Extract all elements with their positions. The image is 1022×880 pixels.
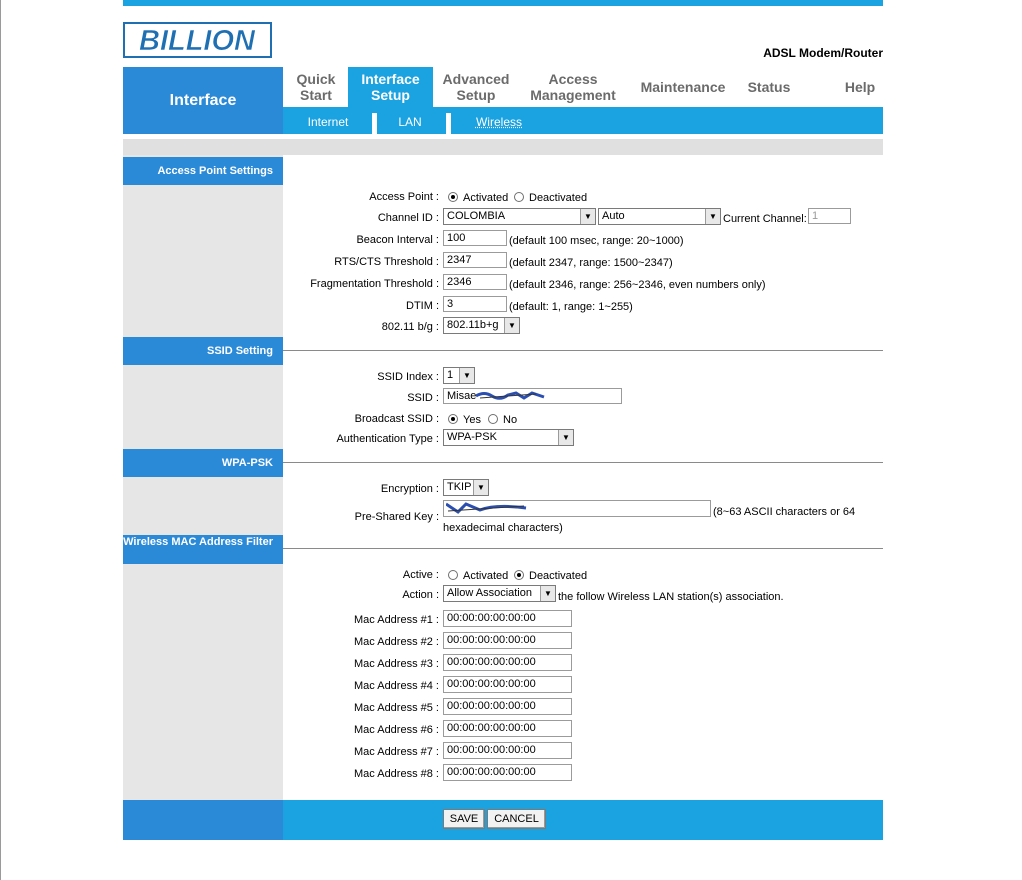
beacon-interval-label: Beacon Interval : [356,234,439,246]
chevron-down-icon: ▼ [459,368,474,383]
broadcast-ssid-label: Broadcast SSID : [354,413,439,425]
encryption-label: Encryption : [380,483,439,495]
menu-help[interactable] [836,67,884,107]
mac-filter-deactivated-radio[interactable] [514,570,524,580]
mac-address-label: Mac Address #7 : [354,746,439,758]
mac-address-label: Mac Address #3 : [354,658,439,670]
access-point-activated-radio[interactable] [448,192,458,202]
submenu-wireless[interactable]: Wireless [475,115,522,129]
ssid-index-value: 1 [447,369,454,381]
fragmentation-threshold-input[interactable]: 2346 [443,274,507,290]
rts-threshold-hint: (default 2347, range: 1500~2347) [509,257,673,269]
redacted-ssid-scribble [476,390,546,402]
section-access-point: Access Point Settings [123,157,283,185]
mac-address-input[interactable]: 00:00:00:00:00:00 [443,764,572,781]
channel-country-value: COLOMBIA [447,210,506,222]
access-point-label: Access Point : [369,191,439,203]
menu-interface-setup[interactable] [348,67,433,107]
access-point-activated-label: Activated [463,192,509,204]
current-channel-label: Current Channel: [723,213,807,225]
save-button[interactable]: SAVE [443,809,485,829]
beacon-interval-hint: (default 100 msec, range: 20~1000) [509,235,684,247]
mac-address-input[interactable]: 00:00:00:00:00:00 [443,676,572,693]
access-point-deactivated-radio[interactable] [514,192,524,202]
mac-filter-action-hint: the follow Wireless LAN station(s) association. [558,591,784,603]
logo-text: BILLION [139,25,255,57]
mac-address-input[interactable]: 00:00:00:00:00:00 [443,610,572,627]
mac-address-input[interactable]: 00:00:00:00:00:00 [443,632,572,649]
section-divider [283,548,883,549]
section-wpa-psk: WPA-PSK [123,449,283,477]
mac-address-label: Mac Address #4 : [354,680,439,692]
dtim-label: DTIM : [406,300,439,312]
footer-bar [283,800,883,840]
menu-access-management[interactable] [528,67,618,107]
section-divider [283,462,883,463]
mac-filter-active-label: Active : [402,569,439,581]
ssid-label: SSID : [407,392,439,404]
chevron-down-icon: ▼ [540,586,555,601]
chevron-down-icon: ▼ [473,480,488,495]
menu-maintenance[interactable] [636,67,730,107]
mac-filter-activated-label: Activated [463,570,509,582]
fragmentation-threshold-label: Fragmentation Threshold : [310,278,439,290]
section-ssid: SSID Setting [123,337,283,365]
section-title-label: Interface [169,91,237,109]
broadcast-yes-radio[interactable] [448,414,458,424]
menu-maintenance-label: Maintenance [640,79,726,95]
chevron-down-icon: ▼ [580,209,595,224]
broadcast-no-label: No [503,414,518,426]
channel-id-label: Channel ID : [377,212,439,224]
dtim-input[interactable]: 3 [443,296,507,312]
submenu-separator [372,113,377,134]
submenu-lan[interactable]: LAN [398,115,422,129]
chevron-down-icon: ▼ [705,209,720,224]
mac-address-label: Mac Address #6 : [354,724,439,736]
chevron-down-icon: ▼ [504,318,519,333]
mac-address-input[interactable]: 00:00:00:00:00:00 [443,720,572,737]
broadcast-no-radio[interactable] [488,414,498,424]
channel-select[interactable] [598,208,721,225]
mac-filter-activated-radio[interactable] [448,570,458,580]
billion-logo [123,22,273,58]
ssid-value: Misae [447,390,477,402]
mac-address-label: Mac Address #1 : [354,614,439,626]
wireless-mode-select[interactable] [443,317,520,334]
submenu-internet[interactable]: Internet [307,115,349,129]
mac-address-input[interactable]: 00:00:00:00:00:00 [443,654,572,671]
section-mac-filter: Wireless MAC Address Filter [123,535,283,564]
mac-address-label: Mac Address #2 : [354,636,439,648]
channel-country-select[interactable] [443,208,596,225]
ssid-index-label: SSID Index : [377,371,439,383]
ssid-index-select[interactable] [443,367,475,384]
mac-filter-action-value: Allow Association [447,587,532,599]
encryption-select[interactable] [443,479,489,496]
mac-filter-action-select[interactable] [443,585,556,602]
menu-status[interactable] [744,67,794,107]
wireless-mode-value: 802.11b+g [447,319,499,331]
mac-address-input[interactable]: 00:00:00:00:00:00 [443,742,572,759]
fragmentation-threshold-hint: (default 2346, range: 256~2346, even numbers only) [509,279,766,291]
encryption-value: TKIP [447,481,472,493]
submenu-separator [446,113,451,134]
authentication-type-value: WPA-PSK [447,431,497,443]
broadcast-yes-label: Yes [463,414,481,426]
top-accent-bar [123,0,883,6]
menu-advanced-setup-label: Advanced Setup [442,71,510,103]
menu-quick-start[interactable] [290,67,342,107]
menu-interface-setup-label: Interface Setup [361,71,420,103]
pre-shared-key-hint-line1: (8~63 ASCII characters or 64 [713,506,856,518]
pre-shared-key-hint-line2: hexadecimal characters) [443,522,563,534]
authentication-type-label: Authentication Type : [336,433,439,445]
authentication-type-select[interactable] [443,429,574,446]
page-left-border [0,0,1,880]
mac-address-label: Mac Address #8 : [354,768,439,780]
footer-left [123,800,283,840]
section-divider [283,350,883,351]
current-channel-field: 1 [808,208,851,224]
section-title [123,67,283,134]
rts-threshold-input[interactable]: 2347 [443,252,507,268]
redacted-key-scribble [446,502,528,514]
content-top-strip [123,139,883,155]
chevron-down-icon: ▼ [558,430,573,445]
mac-filter-deactivated-label: Deactivated [529,570,588,582]
menu-status-label: Status [747,79,791,95]
mac-address-input[interactable]: 00:00:00:00:00:00 [443,698,572,715]
rts-threshold-label: RTS/CTS Threshold : [334,256,439,268]
mac-address-label: Mac Address #5 : [354,702,439,714]
wireless-mode-label: 802.11 b/g : [381,321,439,333]
beacon-interval-input[interactable]: 100 [443,230,507,246]
cancel-button[interactable]: CANCEL [487,809,546,829]
mac-filter-action-label: Action : [402,589,439,601]
pre-shared-key-label: Pre-Shared Key : [354,511,439,523]
left-column [123,155,283,800]
menu-access-management-label: Access Management [530,71,616,103]
menu-help-label: Help [844,79,876,95]
access-point-deactivated-label: Deactivated [529,192,588,204]
model-name: ADSL Modem/Router [763,46,883,60]
menu-advanced-setup[interactable] [440,67,512,107]
channel-value: Auto [602,210,625,222]
menu-quick-start-label: Quick Start [296,71,336,103]
dtim-hint: (default: 1, range: 1~255) [509,301,633,313]
